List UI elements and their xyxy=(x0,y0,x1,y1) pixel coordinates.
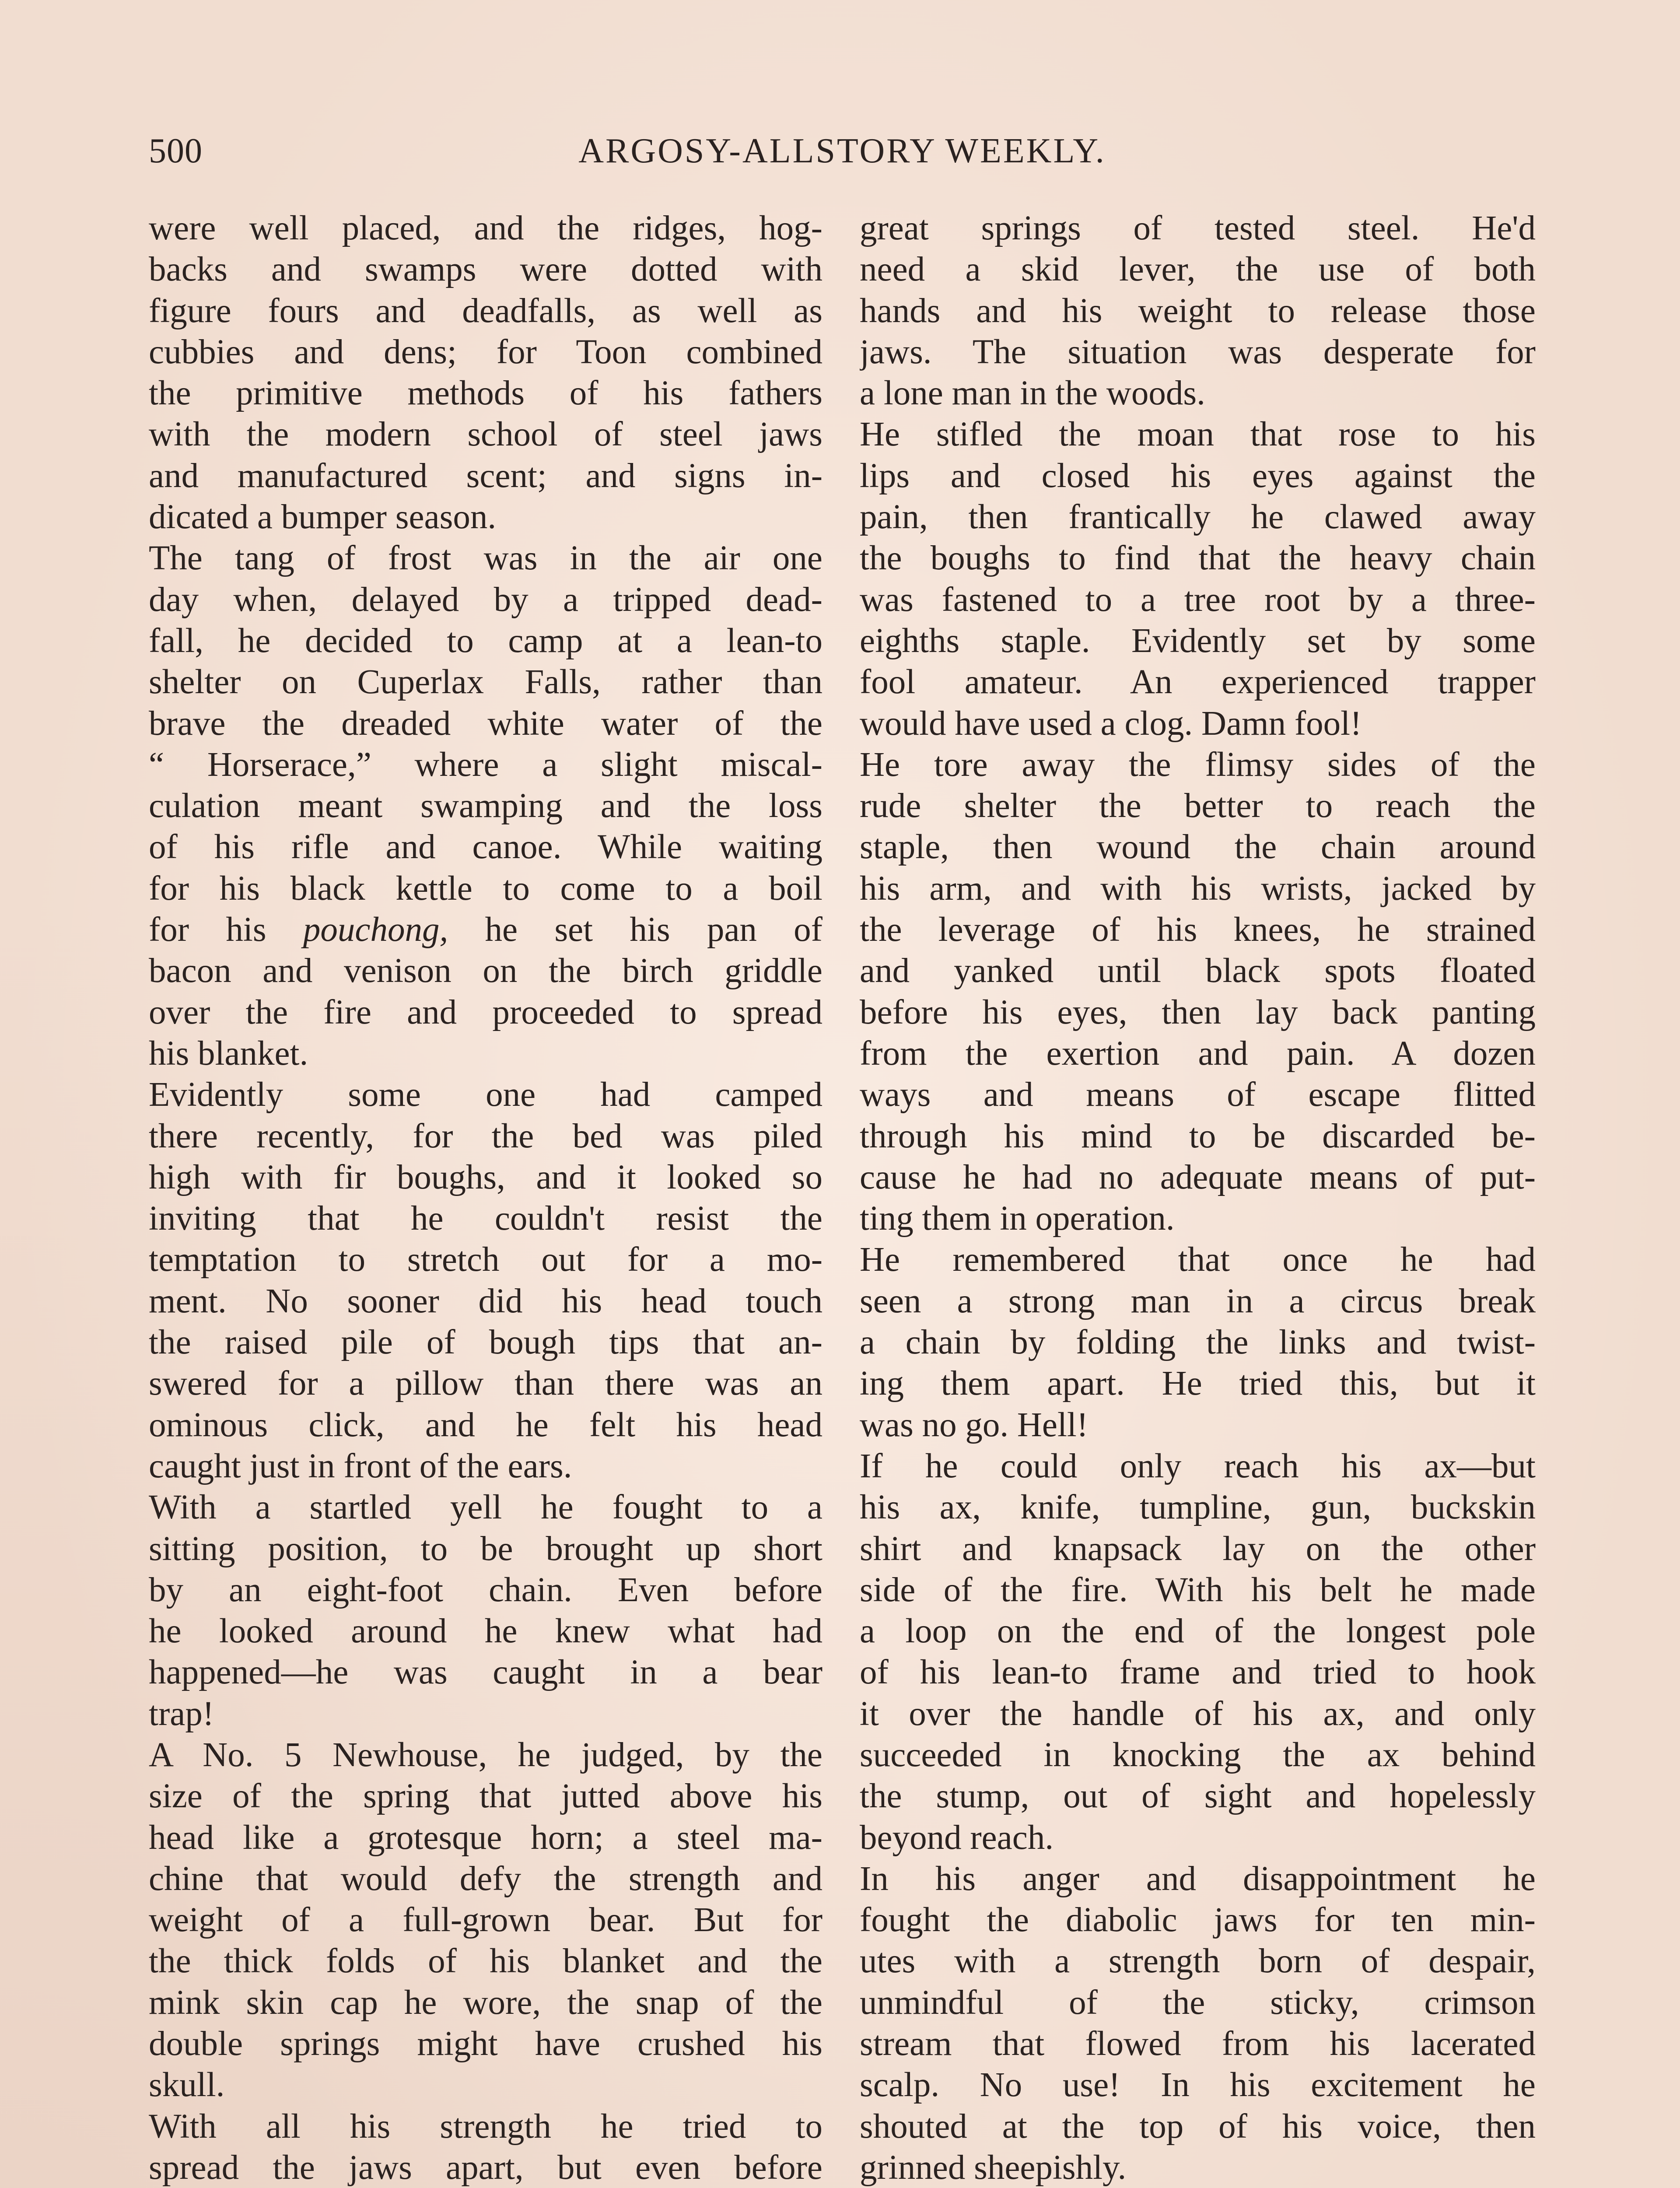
right-text-column xyxy=(860,208,1536,2188)
text-line: day when, delayed by a tripped dead- xyxy=(149,580,822,619)
running-head: ARGOSY-ALLSTORY WEEKLY. xyxy=(578,132,1106,170)
text-line: was fastened to a tree root by a three- xyxy=(860,580,1536,619)
text-line: brave the dreaded white water of the xyxy=(149,704,822,743)
text-line: inviting that he couldn't resist the xyxy=(149,1199,822,1238)
text-line: were well placed, and the ridges, hog- xyxy=(149,209,822,247)
text-line: a lone man in the woods. xyxy=(860,374,1205,413)
text-line: swered for a pillow than there was an xyxy=(149,1364,822,1403)
text-line: head like a grotesque horn; a steel ma- xyxy=(149,1818,822,1857)
text-line: culation meant swamping and the loss xyxy=(149,787,822,825)
text-line: for his black kettle to come to a boil xyxy=(149,869,822,908)
text-line: shelter on Cuperlax Falls, rather than xyxy=(149,663,822,701)
text-line: fall, he decided to camp at a lean-to xyxy=(149,621,822,660)
text-line: the raised pile of bough tips that an- xyxy=(149,1323,822,1362)
text-line: cause he had no adequate means of put- xyxy=(860,1158,1536,1196)
text-line: before his eyes, then lay back panting xyxy=(860,993,1536,1031)
text-line: mink skin cap he wore, the snap of the xyxy=(149,1983,822,2022)
text-line: ing them apart. He tried this, but it xyxy=(860,1364,1536,1403)
text-line: a chain by folding the links and twist- xyxy=(860,1323,1536,1362)
text-line: fought the diabolic jaws for ten min- xyxy=(860,1901,1536,1939)
text-line: happened—he was caught in a bear xyxy=(149,1653,822,1692)
text-line: hands and his weight to release those xyxy=(860,291,1536,330)
text-line: caught just in front of the ears. xyxy=(149,1447,572,1485)
text-line: by an eight-foot chain. Even before xyxy=(149,1571,822,1609)
text-line: high with fir boughs, and it looked so xyxy=(149,1158,822,1196)
text-line: If he could only reach his ax—but xyxy=(860,1447,1536,1485)
text-line: his ax, knife, tumpline, gun, buckskin xyxy=(860,1488,1536,1527)
text-line: utes with a strength born of despair, xyxy=(860,1942,1536,1981)
text-line: In his anger and disappointment he xyxy=(860,1859,1536,1898)
text-line: succeeded in knocking the ax behind xyxy=(860,1736,1536,1774)
text-line: weight of a full-grown bear. But for xyxy=(149,1901,822,1939)
text-line: The tang of frost was in the air one xyxy=(149,539,822,578)
text-line: eighths staple. Evidently set by some xyxy=(860,621,1536,660)
text-line: He remembered that once he had xyxy=(860,1241,1536,1279)
text-line: trap! xyxy=(149,1694,214,1733)
text-line: fool amateur. An experienced trapper xyxy=(860,663,1536,701)
text-line: would have used a clog. Damn fool! xyxy=(860,704,1362,743)
text-line: ominous click, and he felt his head xyxy=(149,1406,822,1444)
text-line: seen a strong man in a circus break xyxy=(860,1282,1536,1320)
text-line: ways and means of escape flitted xyxy=(860,1076,1536,1114)
text-line: skull. xyxy=(149,2066,225,2104)
text-line: the stump, out of sight and hopelessly xyxy=(860,1777,1536,1816)
text-line: “ Horserace,” where a slight miscal- xyxy=(149,745,822,784)
text-line: Evidently some one had camped xyxy=(149,1076,822,1114)
text-line: of his rifle and canoe. While waiting xyxy=(149,828,822,866)
text-line: staple, then wound the chain around xyxy=(860,828,1536,866)
text-line: figure fours and deadfalls, as well as xyxy=(149,291,822,330)
text-line: his arm, and with his wrists, jacked by xyxy=(860,869,1536,908)
text-line: was no go. Hell! xyxy=(860,1406,1088,1444)
text-line: over the fire and proceeded to spread xyxy=(149,993,822,1031)
text-line: great springs of tested steel. He'd xyxy=(860,209,1536,247)
text-line: from the exertion and pain. A dozen xyxy=(860,1034,1536,1073)
text-line: double springs might have crushed his xyxy=(149,2025,822,2063)
text-line: With a startled yell he fought to a xyxy=(149,1488,822,1527)
text-line: grinned sheepishly. xyxy=(860,2148,1127,2187)
text-line: scalp. No use! In his excitement he xyxy=(860,2066,1536,2104)
text-line: sitting position, to be brought up short xyxy=(149,1529,822,1568)
text-line: through his mind to be discarded be- xyxy=(860,1117,1536,1155)
text-line: the primitive methods of his fathers xyxy=(149,374,822,413)
text-line: a loop on the end of the longest pole xyxy=(860,1612,1536,1651)
text-line: He tore away the flimsy sides of the xyxy=(860,745,1536,784)
text-line: his blanket. xyxy=(149,1034,308,1073)
text-line: he looked around he knew what had xyxy=(149,1612,822,1651)
text-line: shouted at the top of his voice, then xyxy=(860,2107,1536,2146)
text-line: unmindful of the sticky, crimson xyxy=(860,1983,1536,2022)
text-line: cubbies and dens; for Toon combined xyxy=(149,333,822,371)
text-line: side of the fire. With his belt he made xyxy=(860,1571,1536,1609)
text-line: With all his strength he tried to xyxy=(149,2107,822,2146)
page-header xyxy=(149,131,1536,179)
text-line: the thick folds of his blanket and the xyxy=(149,1942,822,1981)
text-line: beyond reach. xyxy=(860,1818,1054,1857)
text-line: the leverage of his knees, he strained xyxy=(860,911,1536,949)
left-text-column xyxy=(149,208,822,2188)
text-line: shirt and knapsack lay on the other xyxy=(860,1529,1536,1568)
text-line: with the modern school of steel jaws xyxy=(149,415,822,454)
text-line: temptation to stretch out for a mo- xyxy=(149,1241,822,1279)
text-line: He stifled the moan that rose to his xyxy=(860,415,1536,454)
text-line: of his lean-to frame and tried to hook xyxy=(860,1653,1536,1692)
text-line: ment. No sooner did his head touch xyxy=(149,1282,822,1320)
text-line: and yanked until black spots floated xyxy=(860,952,1536,990)
text-line: stream that flowed from his lacerated xyxy=(860,2025,1536,2063)
text-line: jaws. The situation was desperate for xyxy=(860,333,1536,371)
text-line: pain, then frantically he clawed away xyxy=(860,498,1536,536)
text-line: size of the spring that jutted above his xyxy=(149,1777,822,1816)
text-line: spread the jaws apart, but even before xyxy=(149,2148,822,2187)
text-line: for his pouchong, he set his pan of xyxy=(149,911,822,949)
text-line: lips and closed his eyes against the xyxy=(860,456,1536,495)
text-line: ting them in operation. xyxy=(860,1199,1175,1238)
text-line: the boughs to find that the heavy chain xyxy=(860,539,1536,578)
text-line: there recently, for the bed was piled xyxy=(149,1117,822,1155)
page-number: 500 xyxy=(149,132,203,170)
text-line: and manufactured scent; and signs in- xyxy=(149,456,822,495)
text-line: bacon and venison on the birch griddle xyxy=(149,952,822,990)
text-line: chine that would defy the strength and xyxy=(149,1859,822,1898)
text-line: need a skid lever, the use of both xyxy=(860,250,1536,289)
text-line: it over the handle of his ax, and only xyxy=(860,1694,1536,1733)
text-line: rude shelter the better to reach the xyxy=(860,787,1536,825)
text-line: A No. 5 Newhouse, he judged, by the xyxy=(149,1736,822,1774)
text-line: backs and swamps were dotted with xyxy=(149,250,822,289)
text-line: dicated a bumper season. xyxy=(149,498,497,536)
